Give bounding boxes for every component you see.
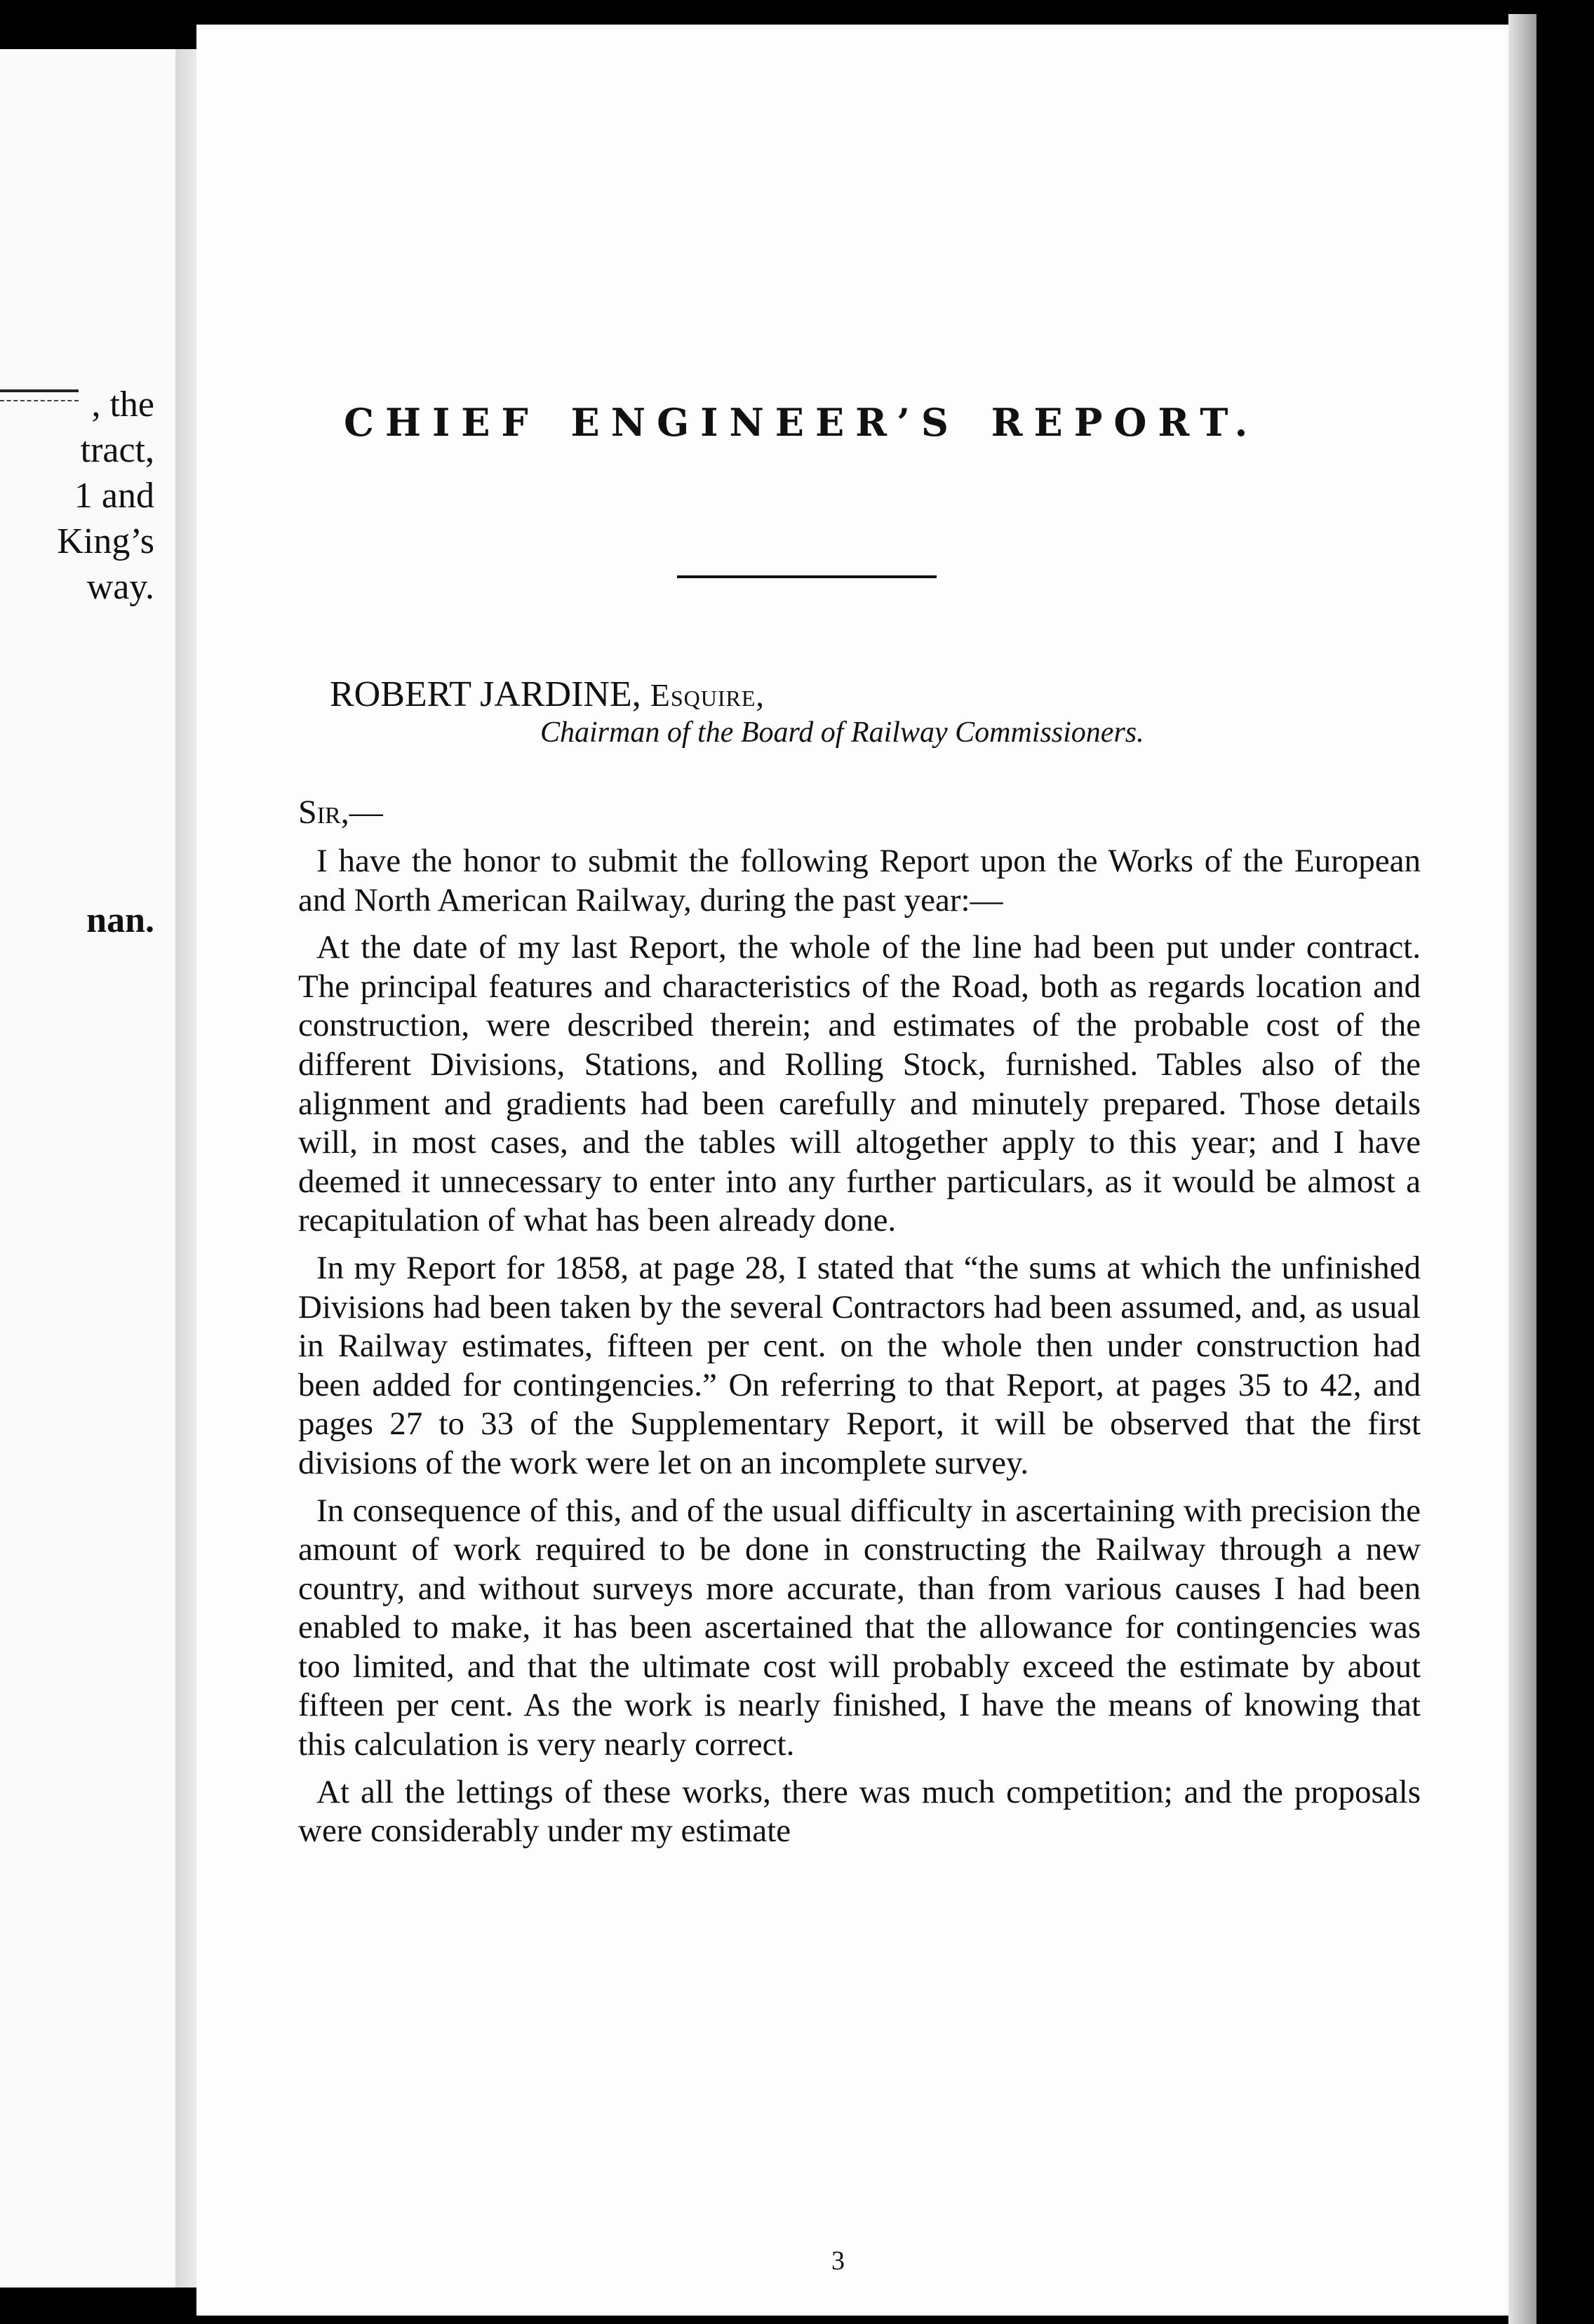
addressee-position: Chairman of the Board of Railway Commissioners.	[540, 716, 1144, 749]
left-page-text-line: King’s	[57, 521, 154, 561]
page-number: 3	[831, 2246, 845, 2276]
report-body	[298, 824, 1421, 1851]
left-page-text-line: , the	[91, 385, 154, 425]
document-page	[196, 25, 1529, 2316]
page-edge-shadow	[1508, 14, 1536, 2324]
report-title: CHIEF ENGINEER’S REPORT.	[344, 400, 1259, 445]
addressee-honorific: Esquire,	[650, 677, 765, 713]
paragraph: At the date of my last Report, the whole of the line had been put under contract. The principal features and characteristics of the Road, both as regards location and construction, were described therein; and estimates of the probable cost of the different Divisions, Stations, and Rolling Stock, furnished. Tables also of the alignment and gradients had been carefully and minutely prepared. Those details will, in most cases, and the tables will altogether apply to this year; and I have deemed it unnecessary to enter into any further particulars, as it would be almost a recapitulation of what has been already done.	[298, 929, 1421, 1239]
title-divider	[677, 575, 937, 578]
left-page-text-line: way.	[86, 567, 154, 607]
left-page-text-line: nan.	[86, 900, 154, 940]
left-page-text-line: 1 and	[74, 476, 154, 516]
salutation: Sir,—	[298, 794, 383, 831]
left-page-dashed-rule	[0, 400, 79, 401]
left-page-text-line: tract,	[80, 430, 154, 470]
paragraph: In consequence of this, and of the usual difficulty in ascertaining with precision the amount of work required to be done in constructing the Railway through a new country, and without surveys more accurate, than from various causes I had been enabled to make, it has been ascertained that the allowance for contingencies was too limited, and that the ultimate cost will probably exceed the estimate by about fifteen per cent. As the work is nearly finished, I have the means of knowing that this calculation is very nearly correct.	[298, 1492, 1421, 1763]
paragraph: At all the lettings of these works, there was much competition; and the proposals were considerably under my estimate	[298, 1773, 1421, 1850]
previous-page-fragment	[0, 49, 175, 2288]
left-page-rule	[0, 389, 79, 392]
addressee-name: ROBERT JARDINE,	[330, 674, 641, 714]
paragraph: In my Report for 1858, at page 28, I stated that “the sums at which the unfinished Divisions had been taken by the several Contractors had been assumed, and, as usual in Railway estimates, fifteen per cent. on the whole then under construction had been added for contingencies.” On referring to that Report, at pages 35 to 42, and pages 27 to 33 of the Supplementary Report, it will be observed that the first divisions of the work were let on an incomplete survey.	[298, 1249, 1421, 1481]
addressee-line	[330, 674, 765, 715]
paragraph: I have the honor to submit the following Report upon the Works of the European and North American Railway, during the past year:—	[298, 843, 1421, 919]
